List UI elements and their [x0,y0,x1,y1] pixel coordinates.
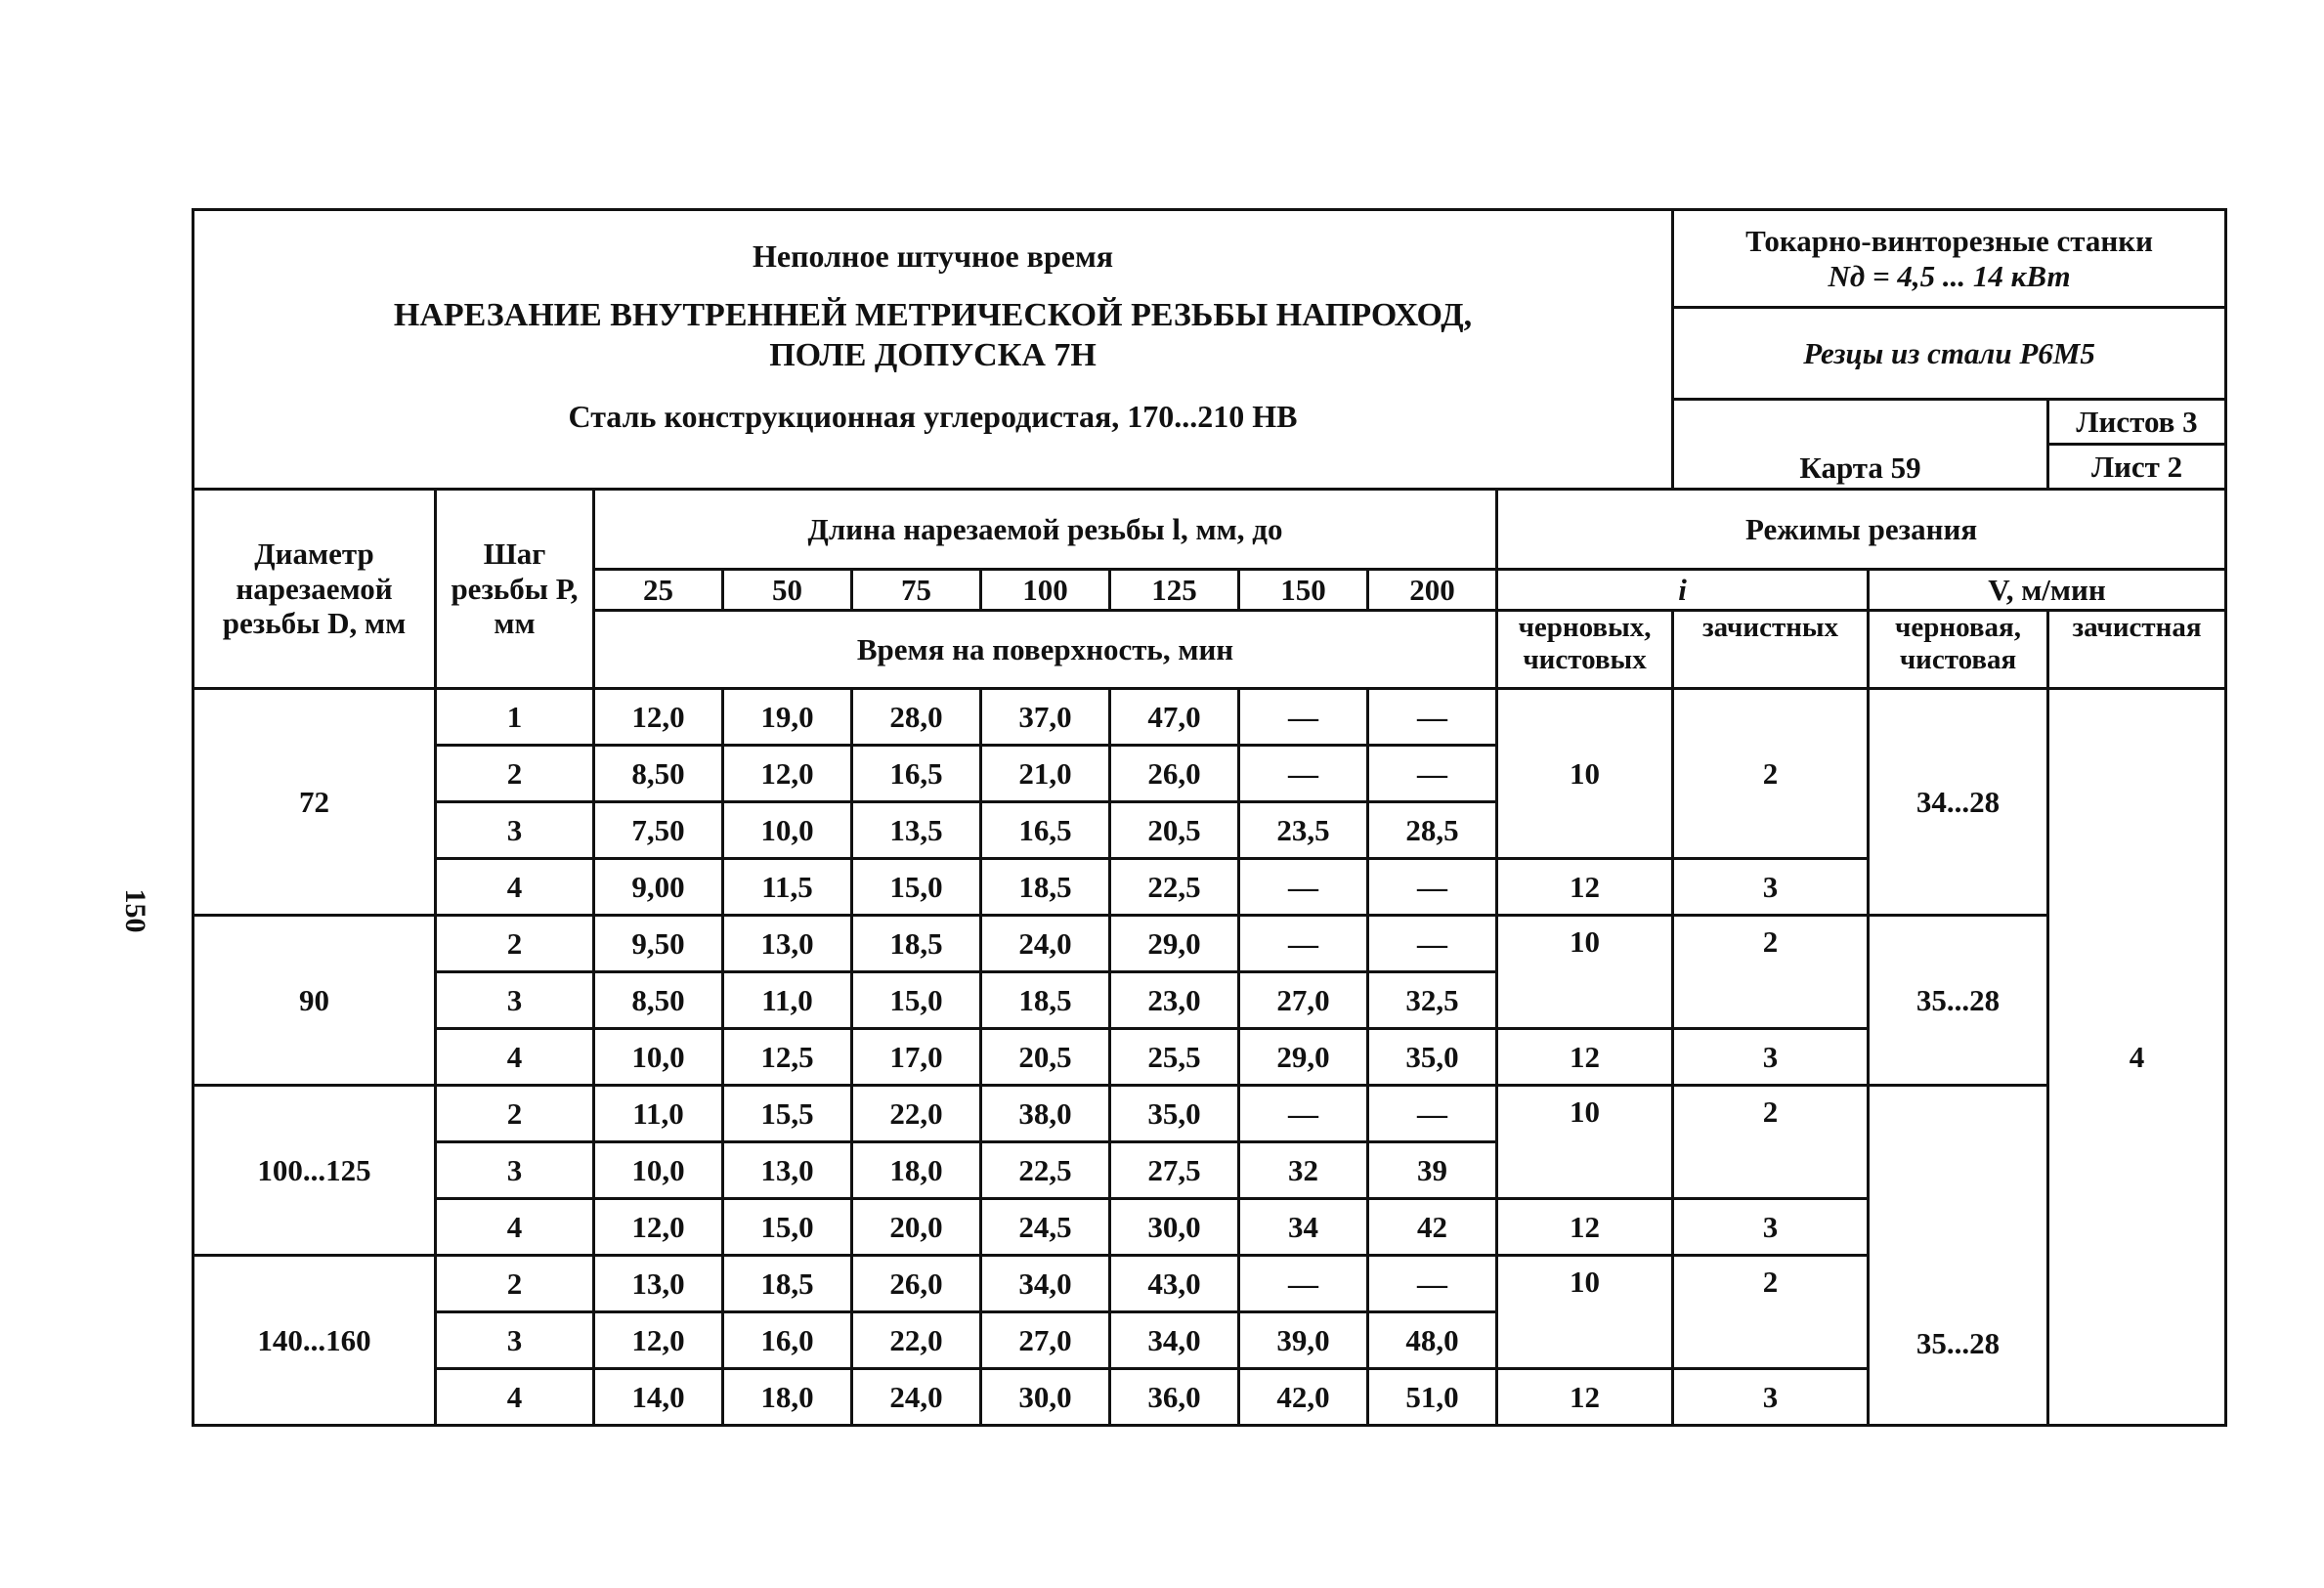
time-cell: 22,0 [852,1086,981,1142]
time-cell: 18,5 [981,859,1110,916]
tools-cell: Резцы из стали Р6М5 [1673,308,2226,400]
time-cell: 30,0 [1110,1199,1239,1256]
time-cell: 39,0 [1239,1312,1368,1369]
length-header-75: 75 [852,570,981,611]
step-cell: 3 [436,1142,594,1199]
time-cell: 34 [1239,1199,1368,1256]
time-cell: — [1239,746,1368,802]
time-cell: 12,0 [723,746,852,802]
time-cell: 28,0 [852,689,981,746]
time-cell: 9,50 [594,916,723,972]
time-cell: 10,0 [594,1142,723,1199]
step-cell: 2 [436,746,594,802]
i-rough-cell: 10 [1497,916,1673,1029]
time-cell: 20,0 [852,1199,981,1256]
v-rough-value: 35...28 [1915,1326,2001,1361]
time-cell: 42 [1368,1199,1497,1256]
time-cell: 15,0 [852,972,981,1029]
time-cell: 25,5 [1110,1029,1239,1086]
i-rough-cell: 10 [1497,1256,1673,1369]
step-cell: 3 [436,802,594,859]
i-finish-cell: 3 [1673,1199,1869,1256]
i-finish-cell: 2 [1673,689,1869,859]
time-cell: 32 [1239,1142,1368,1199]
length-header-125: 125 [1110,570,1239,611]
i-finish-cell: 3 [1673,859,1869,916]
time-cell: — [1239,689,1368,746]
i-finish-cell: 2 [1673,916,1869,1029]
i-rough-cell: 10 [1497,1086,1673,1199]
i-rough-cell: 10 [1497,689,1673,859]
time-cell: 23,0 [1110,972,1239,1029]
step-cell: 4 [436,1199,594,1256]
title-block [194,210,1673,490]
time-cell: — [1239,859,1368,916]
col-diameter: Диаметр нарезаемой резьбы D, мм [194,490,436,689]
time-cell: 23,5 [1239,802,1368,859]
length-header-200: 200 [1368,570,1497,611]
time-cell: 14,0 [594,1369,723,1426]
title-line-2: ПОЛЕ ДОПУСКА 7Н [769,336,1097,373]
time-cell: 48,0 [1368,1312,1497,1369]
col-i-rough: черновых, чистовых [1497,611,1673,689]
time-cell: 39 [1368,1142,1497,1199]
time-cell: 26,0 [852,1256,981,1312]
time-cell: 18,0 [852,1142,981,1199]
time-cell: 12,0 [594,689,723,746]
time-cell: 27,5 [1110,1142,1239,1199]
time-cell: 35,0 [1110,1086,1239,1142]
time-cell: 24,0 [852,1369,981,1426]
time-cell: 47,0 [1110,689,1239,746]
length-header-25: 25 [594,570,723,611]
time-cell: 11,0 [723,972,852,1029]
i-rough-cell: 12 [1497,1029,1673,1086]
time-cell: 24,0 [981,916,1110,972]
time-cell: — [1368,1256,1497,1312]
step-cell: 4 [436,1369,594,1426]
time-cell: 8,50 [594,972,723,1029]
i-finish-cell: 2 [1673,1086,1869,1199]
time-cell: 12,0 [594,1312,723,1369]
time-cell: 36,0 [1110,1369,1239,1426]
machines-cell [1673,210,2226,308]
time-cell: 13,0 [723,1142,852,1199]
col-i-finish: зачистных [1673,611,1869,689]
time-cell: 28,5 [1368,802,1497,859]
time-cell: — [1239,1086,1368,1142]
time-cell: 13,5 [852,802,981,859]
table-row [194,916,2226,972]
length-header-50: 50 [723,570,852,611]
step-cell: 2 [436,1086,594,1142]
time-cell: 37,0 [981,689,1110,746]
time-cell: 20,5 [981,1029,1110,1086]
i-rough-cell: 12 [1497,859,1673,916]
page-number: 150 [119,888,151,933]
table-body [194,689,2226,1426]
step-cell: 2 [436,916,594,972]
time-cell: — [1239,916,1368,972]
v-finish-cell: 4 [2048,689,2226,1426]
step-cell: 3 [436,1312,594,1369]
col-time: Время на поверхность, мин [594,611,1497,689]
time-cell: 18,0 [723,1369,852,1426]
time-cell: 16,0 [723,1312,852,1369]
time-cell: 21,0 [981,746,1110,802]
title-line-1: НАРЕЗАНИЕ ВНУТРЕННЕЙ МЕТРИЧЕСКОЙ РЕЗЬБЫ НАПРОХОД, [393,296,1473,333]
col-v: V, м/мин [1869,570,2226,611]
time-cell: 10,0 [723,802,852,859]
time-cell: 16,5 [852,746,981,802]
time-cell: — [1239,1256,1368,1312]
time-cell: 34,0 [981,1256,1110,1312]
v-rough-cell [1869,1086,2048,1426]
step-cell: 2 [436,1256,594,1312]
v-rough-cell: 34...28 [1869,689,2048,916]
step-cell: 1 [436,689,594,746]
time-cell: 30,0 [981,1369,1110,1426]
diameter-cell: 72 [194,689,436,916]
table-row [194,1086,2226,1142]
col-v-rough: черновая, чистовая [1869,611,2048,689]
time-cell: 20,5 [1110,802,1239,859]
time-cell: 34,0 [1110,1312,1239,1369]
time-cell: 18,5 [723,1256,852,1312]
time-cell: 10,0 [594,1029,723,1086]
col-step: Шаг резьбы Р, мм [436,490,594,689]
i-finish-cell: 3 [1673,1029,1869,1086]
time-cell: 19,0 [723,689,852,746]
time-cell: 11,0 [594,1086,723,1142]
time-cell: 15,0 [852,859,981,916]
time-cell: — [1368,1086,1497,1142]
time-cell: 15,0 [723,1199,852,1256]
time-cell: 18,5 [852,916,981,972]
i-finish-cell: 2 [1673,1256,1869,1369]
length-header-150: 150 [1239,570,1368,611]
subtitle: Неполное штучное время [752,238,1114,274]
time-cell: 12,5 [723,1029,852,1086]
norm-card-table [192,208,2227,1427]
i-finish-cell: 3 [1673,1369,1869,1426]
sheets-total: Листов 3 [2048,400,2226,445]
diameter-cell: 100...125 [194,1086,436,1256]
time-cell: 29,0 [1239,1029,1368,1086]
step-cell: 4 [436,1029,594,1086]
time-cell: 15,5 [723,1086,852,1142]
length-header-100: 100 [981,570,1110,611]
i-rough-cell: 12 [1497,1369,1673,1426]
sheet-number: Лист 2 [2048,445,2226,490]
time-cell: 32,5 [1368,972,1497,1029]
time-cell: 16,5 [981,802,1110,859]
time-cell: 43,0 [1110,1256,1239,1312]
material: Сталь конструкционная углеродистая, 170...210 НВ [568,399,1298,435]
time-cell: 29,0 [1110,916,1239,972]
time-cell: 26,0 [1110,746,1239,802]
time-cell: — [1368,859,1497,916]
table-row [194,689,2226,746]
card-number: Карта 59 [1673,400,2048,490]
time-cell: 42,0 [1239,1369,1368,1426]
diameter-cell: 90 [194,916,436,1086]
step-cell: 4 [436,859,594,916]
machines-line-1: Токарно-винторезные станки [1745,223,2153,258]
time-cell: 17,0 [852,1029,981,1086]
time-cell: 12,0 [594,1199,723,1256]
time-cell: 24,5 [981,1199,1110,1256]
col-v-finish: зачистная [2048,611,2226,689]
time-cell: 13,0 [594,1256,723,1312]
col-modes: Режимы резания [1497,490,2226,570]
time-cell: — [1368,916,1497,972]
time-cell: 22,5 [1110,859,1239,916]
time-cell: 38,0 [981,1086,1110,1142]
diameter-cell: 140...160 [194,1256,436,1426]
time-cell: 27,0 [981,1312,1110,1369]
i-rough-cell: 12 [1497,1199,1673,1256]
time-cell: 8,50 [594,746,723,802]
time-cell: — [1368,746,1497,802]
col-i: i [1497,570,1869,611]
col-length-group: Длина нарезаемой резьбы l, мм, до [594,490,1497,570]
machines-line-2: Nд = 4,5 ... 14 кВт [1828,258,2071,293]
time-cell: 22,0 [852,1312,981,1369]
time-cell: 13,0 [723,916,852,972]
time-cell: — [1368,689,1497,746]
time-cell: 35,0 [1368,1029,1497,1086]
time-cell: 11,5 [723,859,852,916]
time-cell: 51,0 [1368,1369,1497,1426]
time-cell: 18,5 [981,972,1110,1029]
time-cell: 22,5 [981,1142,1110,1199]
time-cell: 7,50 [594,802,723,859]
time-cell: 27,0 [1239,972,1368,1029]
time-cell: 9,00 [594,859,723,916]
v-rough-cell: 35...28 [1869,916,2048,1086]
step-cell: 3 [436,972,594,1029]
